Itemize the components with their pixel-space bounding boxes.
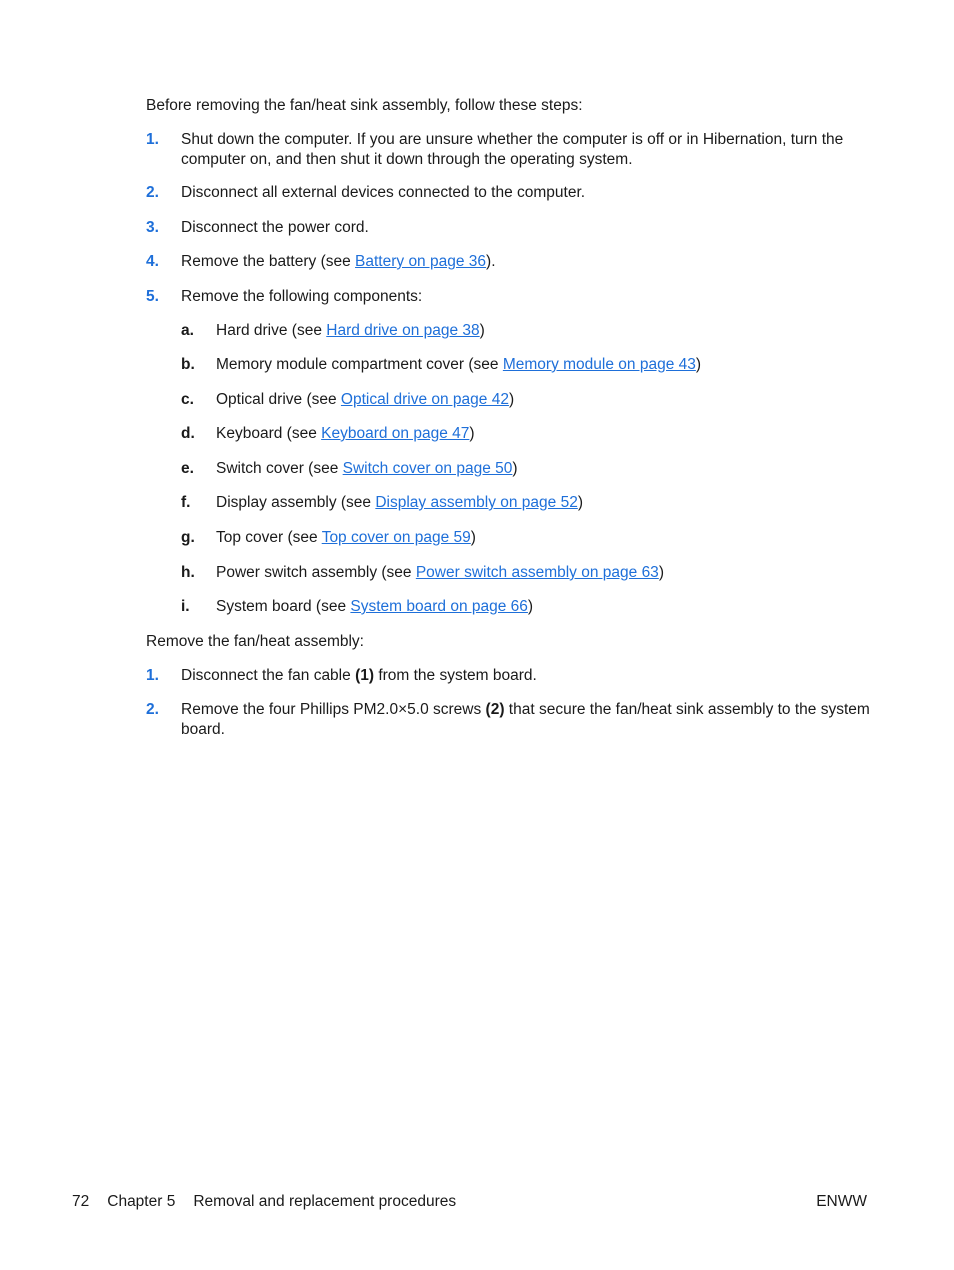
step-number: 2. xyxy=(146,184,159,201)
component-text-post: ) xyxy=(508,391,515,408)
component-letter: e. xyxy=(181,460,194,477)
memory-module-link[interactable]: Memory module on page 43 xyxy=(502,356,696,373)
component-letter: c. xyxy=(181,391,194,408)
callout-ref: (2) xyxy=(485,701,505,718)
component-letter: f. xyxy=(181,494,191,511)
component-text-pre: Display assembly (see xyxy=(216,494,376,511)
top-cover-link[interactable]: Top cover on page 59 xyxy=(321,529,471,546)
component-text xyxy=(216,493,866,513)
component-text xyxy=(216,424,866,444)
component-text-pre: Switch cover (see xyxy=(216,460,343,477)
page-footer-left xyxy=(72,1192,474,1212)
component-text-pre: Memory module compartment cover (see xyxy=(216,356,503,373)
component-text xyxy=(216,528,866,548)
component-text-pre: Keyboard (see xyxy=(216,425,322,442)
component-text-post: ) xyxy=(658,564,664,581)
component-text-post: ) xyxy=(469,425,475,442)
step-text: Disconnect all external devices connected to the computer. xyxy=(181,184,586,201)
callout-ref: (1) xyxy=(355,667,375,684)
intro-text: Before removing the fan/heat sink assembly, follow these steps: xyxy=(146,97,583,114)
step-text-pre: Remove the four Phillips PM2.0×5.0 screws xyxy=(181,701,486,718)
remove-heading: Remove the fan/heat assembly: xyxy=(146,633,364,650)
component-letter: b. xyxy=(181,356,195,373)
step-text: Remove the following components: xyxy=(181,288,423,305)
component-text-pre: Optical drive (see xyxy=(216,391,341,408)
hard-drive-link[interactable]: Hard drive on page 38 xyxy=(326,322,480,339)
component-text-post: ) xyxy=(479,322,485,339)
component-text-pre: Hard drive (see xyxy=(216,322,327,339)
step-number: 1. xyxy=(146,131,159,148)
component-letter: h. xyxy=(181,564,195,581)
component-text-post: ) xyxy=(695,356,702,373)
power-switch-assembly-link[interactable]: Power switch assembly on page 63 xyxy=(415,564,659,581)
step-text xyxy=(181,700,871,740)
step-text xyxy=(181,252,871,272)
component-letter: g. xyxy=(181,529,195,546)
component-text-pre: System board (see xyxy=(216,598,351,615)
step-number: 2. xyxy=(146,701,159,718)
step-number: 4. xyxy=(146,253,159,270)
page-number: 72 xyxy=(72,1193,90,1210)
system-board-link[interactable]: System board on page 66 xyxy=(350,598,528,615)
component-letter: d. xyxy=(181,425,195,442)
component-text-post: ) xyxy=(470,529,476,546)
step-text-pre: Remove the battery (see xyxy=(181,253,356,270)
component-text xyxy=(216,563,866,583)
step-number: 1. xyxy=(146,667,159,684)
step-text: Disconnect the power cord. xyxy=(181,219,369,236)
step-text-post: ). xyxy=(486,253,496,270)
battery-link[interactable]: Battery on page 36 xyxy=(355,253,487,270)
component-text xyxy=(216,597,866,617)
chapter-title: Removal and replacement procedures xyxy=(193,1193,457,1210)
display-assembly-link[interactable]: Display assembly on page 52 xyxy=(375,494,578,511)
chapter-label: Chapter 5 xyxy=(107,1193,176,1210)
component-text xyxy=(216,390,866,410)
step-number: 3. xyxy=(146,219,159,236)
component-text-pre: Top cover (see xyxy=(216,529,322,546)
optical-drive-link[interactable]: Optical drive on page 42 xyxy=(340,391,509,408)
step-text-post: that secure the fan/heat sink assembly to the system board. xyxy=(181,701,870,738)
step-text xyxy=(181,666,871,686)
component-text xyxy=(216,355,866,375)
component-letter: a. xyxy=(181,322,194,339)
component-text-post: ) xyxy=(577,494,584,511)
component-text-post: ) xyxy=(512,460,518,477)
step-number: 5. xyxy=(146,288,159,305)
step-text-post: from the system board. xyxy=(374,667,537,684)
component-text-pre: Power switch assembly (see xyxy=(216,564,416,581)
page-footer-right: ENWW xyxy=(816,1193,867,1210)
component-text-post: ) xyxy=(527,598,534,615)
component-text xyxy=(216,459,866,479)
switch-cover-link[interactable]: Switch cover on page 50 xyxy=(342,460,513,477)
component-text xyxy=(216,321,866,341)
step-text: Shut down the computer. If you are unsure whether the computer is off or in Hibernation, turn the computer on, and then shut it down through the operating system. xyxy=(181,131,844,168)
step-text-pre: Disconnect the fan cable xyxy=(181,667,356,684)
component-letter: i. xyxy=(181,598,190,615)
keyboard-link[interactable]: Keyboard on page 47 xyxy=(321,425,470,442)
